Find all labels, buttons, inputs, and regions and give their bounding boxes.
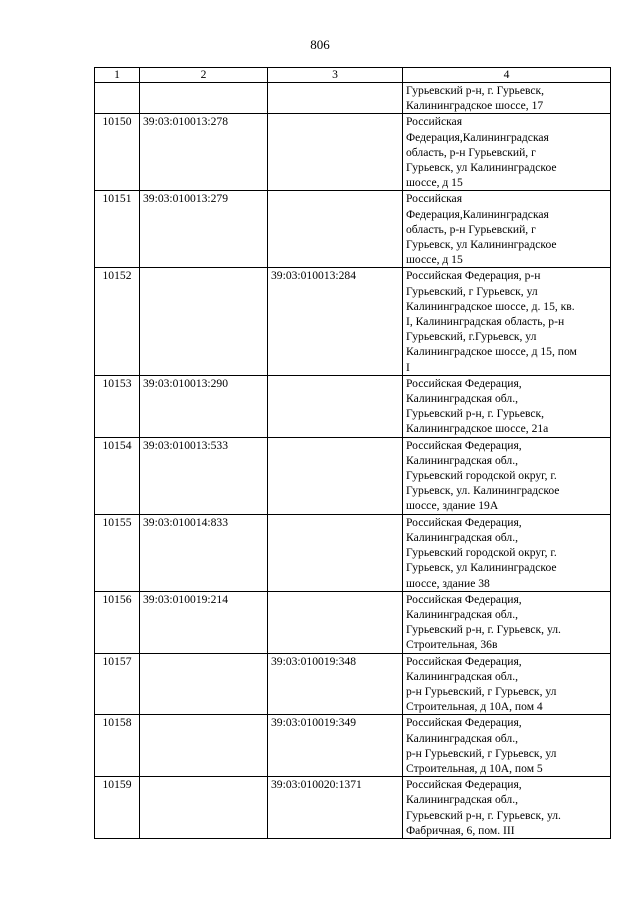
row-number: 10154 xyxy=(95,437,140,514)
cadastral-number-premises: 39:03:010020:1371 xyxy=(268,777,403,839)
address: Российская Федерация, Калининградская обл., р-н Гурьевский, г Гурьевск, ул Строительная, д 10А, пом 4 xyxy=(403,653,611,715)
table-row xyxy=(95,375,611,437)
row-number xyxy=(95,83,140,114)
row-number: 10151 xyxy=(95,191,140,268)
table-row xyxy=(95,83,611,114)
address: Российская Федерация, Калининградская обл., Гурьевский р-н, г. Гурьевск, ул. Фабричная, 6, пом. III xyxy=(403,777,611,839)
table-row xyxy=(95,191,611,268)
table-row xyxy=(95,114,611,191)
cadastral-number-premises xyxy=(268,114,403,191)
cadastral-number-premises: 39:03:010013:284 xyxy=(268,268,403,375)
row-number: 10156 xyxy=(95,591,140,653)
page-number: 806 xyxy=(310,37,330,52)
row-number: 10159 xyxy=(95,777,140,839)
cadastral-number: 39:03:010013:290 xyxy=(140,375,268,437)
cadastral-number-premises xyxy=(268,514,403,591)
cadastral-number-premises: 39:03:010019:348 xyxy=(268,653,403,715)
row-number: 10150 xyxy=(95,114,140,191)
cadastral-number xyxy=(140,777,268,839)
row-number: 10155 xyxy=(95,514,140,591)
table-header-row xyxy=(95,68,611,83)
row-number: 10153 xyxy=(95,375,140,437)
table-row xyxy=(95,268,611,375)
table-row xyxy=(95,777,611,839)
table-row xyxy=(95,514,611,591)
header-col-3: 3 xyxy=(268,68,403,83)
cadastral-number xyxy=(140,653,268,715)
cadastral-number-premises xyxy=(268,191,403,268)
address: Российская Федерация,Калининградская область, р-н Гурьевский, г Гурьевск, ул Калининградское шоссе, д 15 xyxy=(403,191,611,268)
cadastral-number xyxy=(140,715,268,777)
cadastral-number-premises xyxy=(268,83,403,114)
address: Российская Федерация, р-н Гурьевский, г Гурьевск, ул Калининградское шоссе, д. 15, кв. I, Калининградская область, р-н Гурьевский, г.Гурьевск, ул Калининградское шоссе, д 15, пом I xyxy=(403,268,611,375)
header-col-4: 4 xyxy=(403,68,611,83)
cadastral-number-premises xyxy=(268,375,403,437)
cadastral-number-premises xyxy=(268,591,403,653)
table-row xyxy=(95,653,611,715)
cadastral-number-premises xyxy=(268,437,403,514)
cadastral-number: 39:03:010019:214 xyxy=(140,591,268,653)
table-row xyxy=(95,591,611,653)
row-number: 10152 xyxy=(95,268,140,375)
address: Российская Федерация, Калининградская обл., Гурьевский городской округ, г. Гурьевск, ул. Калининградское шоссе, здание 19А xyxy=(403,437,611,514)
cadastral-number: 39:03:010014:833 xyxy=(140,514,268,591)
cadastral-number-premises: 39:03:010019:349 xyxy=(268,715,403,777)
cadastral-number: 39:03:010013:533 xyxy=(140,437,268,514)
table-row xyxy=(95,715,611,777)
registry-table xyxy=(94,67,611,839)
address: Российская Федерация,Калининградская область, р-н Гурьевский, г Гурьевск, ул Калининградское шоссе, д 15 xyxy=(403,114,611,191)
row-number: 10158 xyxy=(95,715,140,777)
cadastral-number: 39:03:010013:279 xyxy=(140,191,268,268)
table-row xyxy=(95,437,611,514)
header-col-1: 1 xyxy=(95,68,140,83)
cadastral-number xyxy=(140,83,268,114)
cadastral-number: 39:03:010013:278 xyxy=(140,114,268,191)
address: Российская Федерация, Калининградская обл., Гурьевский р-н, г. Гурьевск, ул. Строительная, 36в xyxy=(403,591,611,653)
row-number: 10157 xyxy=(95,653,140,715)
cadastral-number xyxy=(140,268,268,375)
address: Российская Федерация, Калининградская обл., Гурьевский р-н, г. Гурьевск, Калининградское шоссе, 21а xyxy=(403,375,611,437)
header-col-2: 2 xyxy=(140,68,268,83)
address: Российская Федерация, Калининградская обл., Гурьевский городской округ, г. Гурьевск, ул Калининградское шоссе, здание 38 xyxy=(403,514,611,591)
address: Гурьевский р-н, г. Гурьевск, Калининградское шоссе, 17 xyxy=(403,83,611,114)
address: Российская Федерация, Калининградская обл., р-н Гурьевский, г Гурьевск, ул Строительная, д 10А, пом 5 xyxy=(403,715,611,777)
